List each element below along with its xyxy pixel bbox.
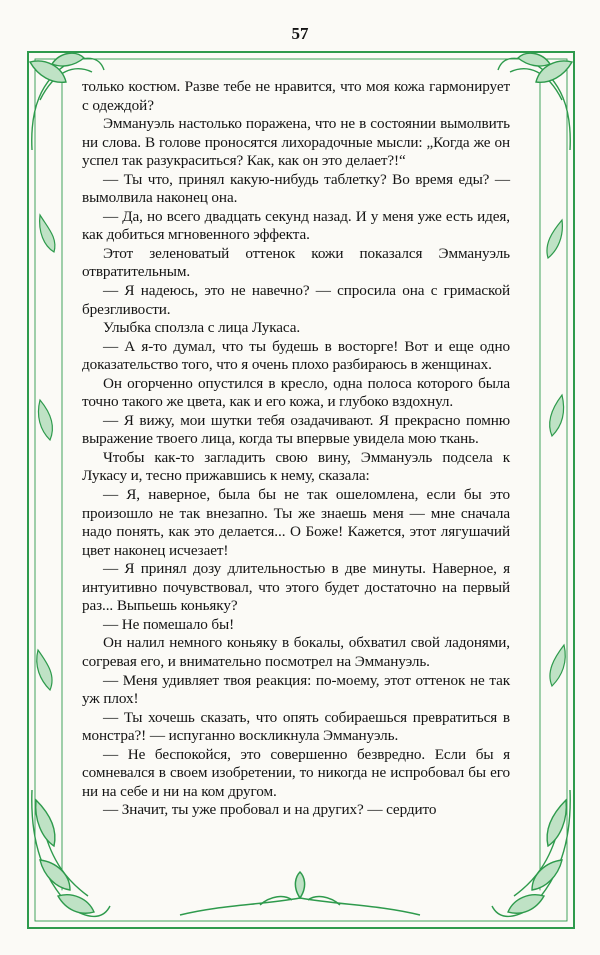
side-ornament-left <box>37 215 55 690</box>
side-ornament-right <box>547 220 565 686</box>
paragraph: — Значит, ты уже пробовал и на других? — сердито <box>103 801 437 819</box>
paragraph: — Ты хочешь сказать, что опять собираешься превратиться в монстра?! — испуганно воскликнула Эммануэль. <box>82 708 510 745</box>
paragraph: Улыбка сползла с лица Лукаса. <box>103 319 301 337</box>
paragraph: — А я-то думал, что ты будешь в восторге! Вот и еще одно доказательство того, что я очень плохо разбираюсь в женщинах. <box>82 337 510 374</box>
paragraph: — Я вижу, мои шутки тебя озадачивают. Я прекрасно помню выражение твоего лица, когда ты впервые увидела мою ткань. <box>82 411 510 448</box>
text-body <box>82 78 510 820</box>
paragraph: Он налил немного коньяку в бокалы, обхватил свой ладонями, согревая его, и внимательно посмотрел на Эммануэль. <box>82 634 510 670</box>
paragraph: — Не беспокойся, это совершенно безвредно. Если бы я сомневался в своем изобретении, то никогда не испробовал бы его ни на себе и ни на ком другом. <box>82 745 510 800</box>
paragraph: Он огорченно опустился в кресло, одна полоса которого была точно такого же цвета, как и его кожа, и глубоко вздохнул. <box>82 374 510 411</box>
paragraph: — Я, наверное, была бы не так ошеломлена, если бы это произошло не так внезапно. Ты же знаешь меня — мне сначала надо понять, как это делается... О Боже! Кажется, этот лягушачий цвет наконец исчезает! <box>82 486 510 559</box>
paragraph: только костюм. Разве тебе не нравится, что моя кожа гармонирует с одеждой? <box>82 78 510 114</box>
paragraph: Чтобы как-то загладить свою вину, Эммануэль подсела к Лукасу и, тесно прижавшись к нему, сказала: <box>82 448 510 485</box>
paragraph: — Я принял дозу длительностью в две минуты. Наверное, я интуитивно почувствовал, что этого будет достаточно на первый раз... Выпьешь коньяку? <box>82 560 510 615</box>
paragraph: — Я надеюсь, это не навечно? — спросила она с гримаской брезгливости. <box>82 282 510 318</box>
page-number: 57 <box>291 24 309 43</box>
paragraph: — Да, но всего двадцать секунд назад. И у меня уже есть идея, как добиться мгновенного эффекта. <box>82 207 510 244</box>
paragraph: — Меня удивляет твоя реакция: по-моему, этот оттенок не так уж плох! <box>82 671 510 708</box>
paragraph: — Не помешало бы! <box>103 615 235 633</box>
paragraph: Эммануэль настолько поражена, что не в состоянии вымолвить ни слова. В голове проносятся лихорадочные мысли: „Когда же он успел так разукраситься? Как, как он это делает?!“ <box>82 115 510 170</box>
paragraph: Этот зеленоватый оттенок кожи показался Эммануэль отвратительным. <box>82 244 510 281</box>
paragraph: — Ты что, принял какую-нибудь таблетку? Во время еды? — вымолвила наконец она. <box>82 170 510 207</box>
bottom-flourish <box>180 872 420 915</box>
